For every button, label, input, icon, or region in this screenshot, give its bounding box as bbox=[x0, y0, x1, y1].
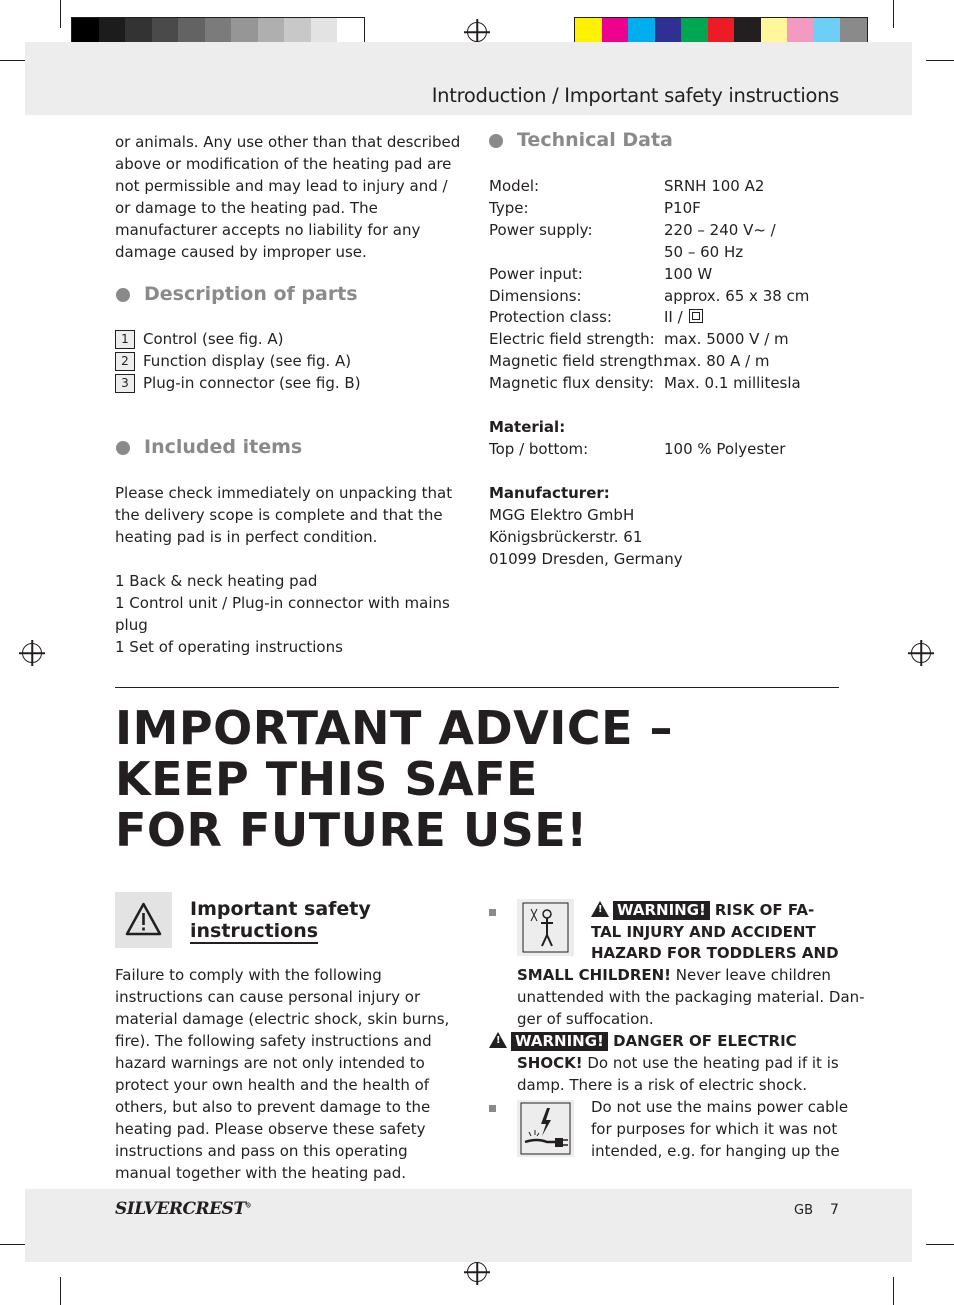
warning-text bbox=[517, 1052, 847, 1074]
safety-paragraph: Failure to comply with the following instructions can cause personal injury or material damage (electric shock, skin burns, fire). The following safety instructions and hazard warnings are not only intended to protect your own health and the health of others, but also to prevent damage to the heating pad. Please observe these safety instructions and pass on this operating manual together with the heating pad. bbox=[115, 966, 450, 1182]
intro-paragraph: or animals. Any use other than that described above or modification of the heating pad are not permissible and may lead to injury and / or damage to the heating pad. The manufacturer accepts no liability for any damage caused by improper use. bbox=[115, 133, 461, 261]
tech-label: Protection class: bbox=[489, 308, 612, 326]
warning-text-bold: SHOCK! bbox=[517, 1054, 583, 1072]
tech-value bbox=[664, 306, 703, 328]
tech-label: Power input: bbox=[489, 265, 583, 283]
warning-text-3 bbox=[591, 1096, 851, 1162]
tech-value: max. 80 A / m bbox=[664, 352, 770, 370]
manufacturer-line: 01099 Dresden, Germany bbox=[489, 550, 683, 568]
tech-label: Magnetic flux density: bbox=[489, 374, 655, 392]
registration-mark-icon bbox=[467, 22, 487, 42]
included-list bbox=[115, 570, 475, 658]
parts-list bbox=[115, 328, 467, 394]
crop-mark bbox=[926, 60, 954, 61]
part-label: Function display (see fig. A) bbox=[143, 352, 352, 370]
advice-title-line: KEEP THIS SAFE bbox=[115, 752, 538, 806]
tech-label: Model: bbox=[489, 177, 540, 195]
tech-heading: Technical Data bbox=[517, 129, 673, 151]
warning-line: Do not use the mains power cable bbox=[591, 1098, 849, 1116]
registration-mark-icon bbox=[22, 643, 42, 663]
brand-name: SILVERCREST bbox=[115, 1199, 246, 1219]
advice-title-line: IMPORTANT ADVICE – bbox=[115, 701, 674, 755]
brand-logo: SILVERCREST® bbox=[115, 1199, 251, 1219]
child-hazard-icon bbox=[517, 899, 574, 956]
list-item bbox=[115, 350, 467, 372]
electric-cable-icon bbox=[517, 1100, 574, 1157]
parts-heading: Description of parts bbox=[144, 283, 358, 305]
list-item: 1 Control unit / Plug-in connector with mains plug bbox=[115, 594, 450, 634]
list-bullet-icon bbox=[489, 909, 496, 916]
tech-value: 100 W bbox=[664, 265, 713, 283]
tech-value: approx. 65 x 38 cm bbox=[664, 287, 810, 305]
page-header-title: Introduction / Important safety instructions bbox=[431, 84, 839, 107]
warning-icon: ! bbox=[591, 901, 609, 917]
warning-icon: ! bbox=[489, 1032, 507, 1048]
tech-value: Max. 0.1 millitesla bbox=[664, 374, 801, 392]
list-item: 1 Back & neck heating pad bbox=[115, 572, 318, 590]
page-number: 7 bbox=[830, 1202, 839, 1218]
tech-value: max. 5000 V / m bbox=[664, 330, 789, 348]
double-insulation-icon bbox=[689, 309, 703, 323]
warning-text bbox=[517, 964, 847, 986]
tech-label: Magnetic field strength: bbox=[489, 352, 668, 370]
manufacturer-heading: Manufacturer: bbox=[489, 484, 610, 502]
tech-label: Type: bbox=[489, 199, 529, 217]
included-text: Please check immediately on unpacking that the delivery scope is complete and that the heating pad is in perfect condition. bbox=[115, 484, 453, 546]
warning-block-1 bbox=[591, 899, 841, 921]
warning-badge: WARNING! bbox=[613, 901, 710, 920]
warning-text-bold: SMALL CHILDREN! bbox=[517, 966, 672, 984]
registration-mark-icon bbox=[911, 643, 931, 663]
crop-mark bbox=[893, 0, 894, 28]
warning-line: for purposes for which it was not bbox=[591, 1120, 838, 1138]
warning-badge: WARNING! bbox=[511, 1032, 608, 1051]
protection-class-value: II / bbox=[664, 308, 688, 326]
safety-heading-line: Important safety bbox=[190, 898, 371, 920]
warning-text: TAL INJURY AND ACCIDENT bbox=[591, 923, 816, 941]
manufacturer-line: MGG Elektro GmbH bbox=[489, 506, 635, 524]
crop-mark bbox=[893, 1277, 894, 1305]
warning-text: unattended with the packaging material. Dan- bbox=[517, 988, 865, 1006]
list-bullet-icon bbox=[489, 1105, 496, 1112]
tech-label: Power supply: bbox=[489, 221, 593, 239]
part-number: 3 bbox=[115, 374, 135, 393]
warning-triangle-icon bbox=[115, 892, 172, 948]
crop-mark bbox=[0, 60, 28, 61]
tech-value: SRNH 100 A2 bbox=[664, 177, 765, 195]
advice-title-line: FOR FUTURE USE! bbox=[115, 803, 588, 857]
tech-value: 220 – 240 V~ / bbox=[664, 221, 776, 239]
warning-text: HAZARD FOR TODDLERS AND bbox=[591, 944, 839, 962]
tech-value: P10F bbox=[664, 199, 701, 217]
part-number: 2 bbox=[115, 352, 135, 371]
crop-mark bbox=[60, 1277, 61, 1305]
warning-line: intended, e.g. for hanging up the bbox=[591, 1142, 840, 1160]
warning-text-normal: Do not use the heating pad if it is bbox=[582, 1054, 839, 1072]
warning-text: ger of suffocation. bbox=[517, 1010, 654, 1028]
crop-mark bbox=[0, 1244, 28, 1245]
manufacturer-line: Königsbrückerstr. 61 bbox=[489, 528, 643, 546]
list-item bbox=[115, 372, 467, 394]
part-number: 1 bbox=[115, 330, 135, 349]
section-divider bbox=[115, 687, 839, 688]
tech-value: 50 – 60 Hz bbox=[664, 243, 744, 261]
list-item bbox=[115, 328, 467, 350]
part-label: Plug-in connector (see fig. B) bbox=[143, 374, 361, 392]
tech-label: Electric field strength: bbox=[489, 330, 655, 348]
part-label: Control (see fig. A) bbox=[143, 330, 284, 348]
material-value: 100 % Polyester bbox=[664, 440, 786, 458]
advice-title bbox=[115, 703, 673, 856]
footer-language: GB bbox=[794, 1203, 813, 1218]
warning-block-2 bbox=[489, 1030, 841, 1052]
warning-text: DANGER OF ELECTRIC bbox=[607, 1032, 797, 1050]
registration-mark-icon bbox=[467, 1262, 487, 1282]
safety-heading bbox=[190, 898, 371, 944]
crop-mark bbox=[926, 1244, 954, 1245]
section-bullet-icon bbox=[116, 288, 130, 302]
section-bullet-icon bbox=[116, 441, 130, 455]
crop-mark bbox=[60, 0, 61, 28]
material-heading: Material: bbox=[489, 418, 566, 436]
included-heading: Included items bbox=[144, 436, 303, 458]
warning-text: damp. There is a risk of electric shock. bbox=[517, 1076, 807, 1094]
safety-heading-line: instructions bbox=[190, 920, 319, 942]
section-bullet-icon bbox=[489, 134, 503, 148]
material-label: Top / bottom: bbox=[489, 440, 589, 458]
list-item: 1 Set of operating instructions bbox=[115, 638, 343, 656]
warning-text: RISK OF FA- bbox=[714, 901, 815, 919]
warning-text-normal: Never leave children bbox=[671, 966, 831, 984]
tech-label: Dimensions: bbox=[489, 287, 582, 305]
